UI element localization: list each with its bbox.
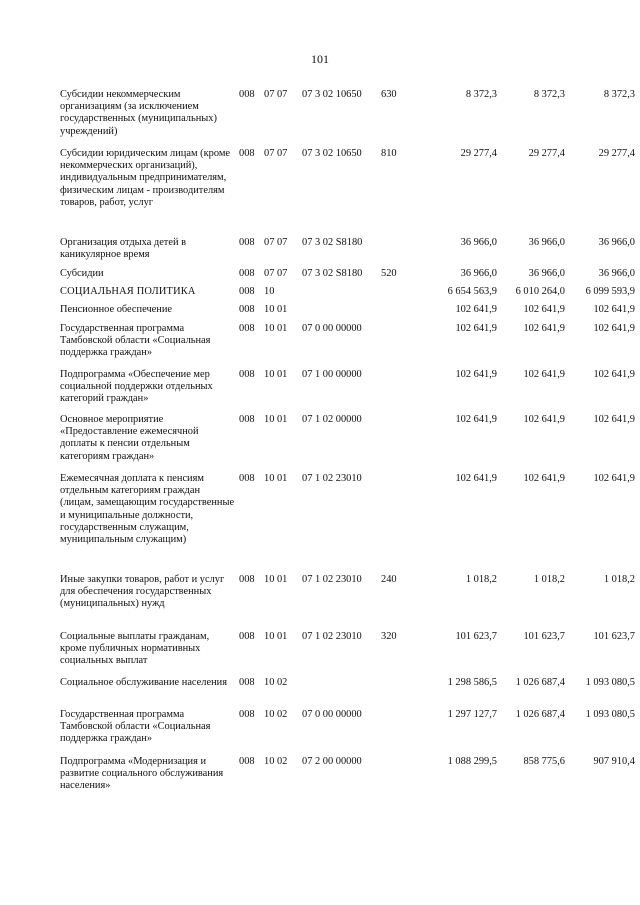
- row-rz: 10: [264, 286, 275, 297]
- row-vr: 320: [381, 631, 397, 642]
- row-value-2: 8 372,3: [533, 89, 565, 100]
- row-rz: 10 02: [264, 709, 288, 720]
- row-csr: 07 3 02 10650: [302, 148, 362, 159]
- row-name: Иные закупки товаров, работ и услуг для обеспечения государственных (муниципальных) нужд: [60, 574, 225, 610]
- row-value-1: 29 277,4: [460, 148, 497, 159]
- row-value-3: 102 641,9: [593, 323, 635, 334]
- row-value-2: 29 277,4: [528, 148, 565, 159]
- row-value-2: 102 641,9: [523, 323, 565, 334]
- row-value-2: 102 641,9: [523, 304, 565, 315]
- row-vr: 810: [381, 148, 397, 159]
- row-csr: 07 1 02 23010: [302, 473, 362, 484]
- row-name: Субсидии: [60, 268, 104, 279]
- row-value-1: 102 641,9: [455, 473, 497, 484]
- row-name: Организация отдыха детей в каникулярное время: [60, 237, 187, 261]
- row-value-3: 102 641,9: [593, 304, 635, 315]
- row-value-1: 8 372,3: [465, 89, 497, 100]
- row-rz: 07 07: [264, 89, 288, 100]
- row-value-1: 102 641,9: [455, 414, 497, 425]
- row-value-2: 6 010 264,0: [515, 286, 565, 297]
- row-value-2: 36 966,0: [528, 268, 565, 279]
- row-ved: 008: [239, 574, 255, 585]
- row-csr: 07 1 00 00000: [302, 369, 362, 380]
- row-csr: 07 2 00 00000: [302, 756, 362, 767]
- row-rz: 10 01: [264, 414, 288, 425]
- row-value-3: 102 641,9: [593, 414, 635, 425]
- row-value-2: 1 026 687,4: [515, 677, 565, 688]
- row-name: Субсидии некоммерческим организациям (за исключением государственных (муниципальных) учреждений): [60, 89, 217, 137]
- row-name: Основное мероприятие «Предоставление ежемесячной доплаты к пенсии отдельным категориям граждан»: [60, 414, 199, 462]
- row-value-2: 102 641,9: [523, 414, 565, 425]
- row-value-1: 102 641,9: [455, 304, 497, 315]
- row-value-2: 1 026 687,4: [515, 709, 565, 720]
- row-name: Пенсионное обеспечение: [60, 304, 173, 315]
- row-value-1: 101 623,7: [455, 631, 497, 642]
- row-value-1: 1 018,2: [465, 574, 497, 585]
- row-csr: 07 1 02 23010: [302, 631, 362, 642]
- row-rz: 07 07: [264, 237, 288, 248]
- row-rz: 10 01: [264, 574, 288, 585]
- row-name: Государственная программа Тамбовской области «Социальная поддержка граждан»: [60, 323, 211, 359]
- row-value-3: 102 641,9: [593, 369, 635, 380]
- row-csr: 07 0 00 00000: [302, 709, 362, 720]
- row-value-1: 6 654 563,9: [447, 286, 497, 297]
- row-value-2: 102 641,9: [523, 369, 565, 380]
- row-csr: 07 0 00 00000: [302, 323, 362, 334]
- page-number: 101: [311, 52, 329, 66]
- row-vr: 520: [381, 268, 397, 279]
- row-csr: 07 3 02 S8180: [302, 268, 363, 279]
- row-rz: 10 01: [264, 369, 288, 380]
- row-name: Подпрограмма «Обеспечение мер социальной поддержки отдельных категорий граждан»: [60, 369, 213, 405]
- row-ved: 008: [239, 473, 255, 484]
- row-value-3: 6 099 593,9: [585, 286, 635, 297]
- row-rz: 10 02: [264, 756, 288, 767]
- row-ved: 008: [239, 631, 255, 642]
- row-name: Подпрограмма «Модернизация и развитие социального обслуживания населения»: [60, 756, 224, 792]
- row-value-2: 101 623,7: [523, 631, 565, 642]
- row-value-1: 36 966,0: [460, 268, 497, 279]
- row-ved: 008: [239, 756, 255, 767]
- row-ved: 008: [239, 677, 255, 688]
- row-value-3: 36 966,0: [598, 268, 635, 279]
- row-ved: 008: [239, 89, 255, 100]
- row-value-3: 907 910,4: [593, 756, 635, 767]
- row-csr: 07 3 02 10650: [302, 89, 362, 100]
- row-value-2: 1 018,2: [533, 574, 565, 585]
- row-rz: 07 07: [264, 148, 288, 159]
- row-value-3: 101 623,7: [593, 631, 635, 642]
- row-rz: 10 01: [264, 304, 288, 315]
- row-ved: 008: [239, 286, 255, 297]
- row-value-1: 1 297 127,7: [447, 709, 497, 720]
- row-vr: 240: [381, 574, 397, 585]
- row-name: СОЦИАЛЬНАЯ ПОЛИТИКА: [60, 286, 196, 297]
- row-ved: 008: [239, 268, 255, 279]
- row-vr: 630: [381, 89, 397, 100]
- row-csr: 07 1 02 23010: [302, 574, 362, 585]
- row-value-3: 102 641,9: [593, 473, 635, 484]
- row-value-3: 8 372,3: [603, 89, 635, 100]
- row-value-2: 858 775,6: [523, 756, 565, 767]
- row-name: Субсидии юридическим лицам (кроме некоммерческих организаций), индивидуальным предпринимателям, физическим лицам - производителям товаров, работ, услуг: [60, 148, 231, 208]
- row-value-3: 1 018,2: [603, 574, 635, 585]
- row-value-3: 29 277,4: [598, 148, 635, 159]
- row-ved: 008: [239, 369, 255, 380]
- row-value-1: 1 298 586,5: [447, 677, 497, 688]
- row-name: Ежемесячная доплата к пенсиям отдельным категориям граждан (лицам, замещающим государственные и муниципальные должности, государственным служащим, муниципальным служащим): [60, 473, 235, 546]
- row-csr: 07 3 02 S8180: [302, 237, 363, 248]
- row-rz: 10 01: [264, 473, 288, 484]
- row-ved: 008: [239, 148, 255, 159]
- row-value-1: 36 966,0: [460, 237, 497, 248]
- row-value-1: 1 088 299,5: [447, 756, 497, 767]
- row-value-3: 1 093 080,5: [585, 677, 635, 688]
- row-name: Социальные выплаты гражданам, кроме публичных нормативных социальных выплат: [60, 631, 210, 667]
- row-ved: 008: [239, 237, 255, 248]
- row-value-1: 102 641,9: [455, 323, 497, 334]
- row-value-3: 1 093 080,5: [585, 709, 635, 720]
- row-value-3: 36 966,0: [598, 237, 635, 248]
- row-ved: 008: [239, 414, 255, 425]
- row-value-2: 102 641,9: [523, 473, 565, 484]
- row-rz: 10 01: [264, 631, 288, 642]
- row-ved: 008: [239, 709, 255, 720]
- row-ved: 008: [239, 304, 255, 315]
- row-ved: 008: [239, 323, 255, 334]
- row-value-2: 36 966,0: [528, 237, 565, 248]
- row-rz: 10 01: [264, 323, 288, 334]
- row-rz: 07 07: [264, 268, 288, 279]
- row-rz: 10 02: [264, 677, 288, 688]
- row-value-1: 102 641,9: [455, 369, 497, 380]
- row-name: Социальное обслуживание населения: [60, 677, 227, 688]
- row-csr: 07 1 02 00000: [302, 414, 362, 425]
- row-name: Государственная программа Тамбовской области «Социальная поддержка граждан»: [60, 709, 211, 745]
